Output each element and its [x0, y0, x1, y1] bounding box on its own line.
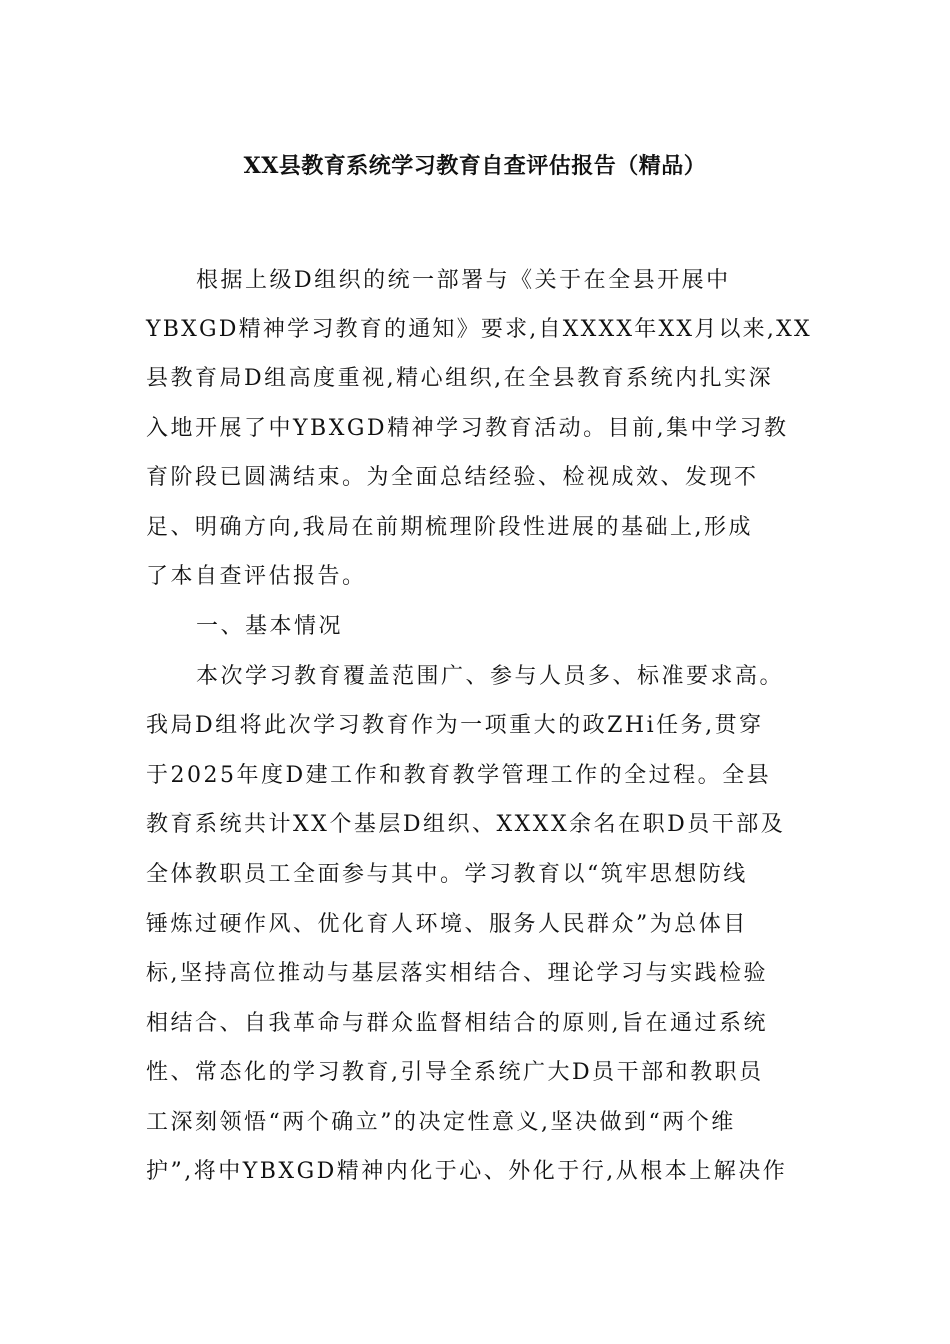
paragraph-line: 根据上级D组织的统一部署与《关于在全县开展中: [196, 268, 731, 293]
paragraph-line: 县教育局D组高度重视,精心组织,在全县教育系统内扎实深: [146, 366, 774, 391]
paragraph-line: YBXGD精神学习教育的通知》要求,自XXXX年XX月以来,XX: [146, 317, 812, 342]
paragraph-line: 护”,将中YBXGD精神内化于心、外化于行,从根本上解决作: [146, 1159, 788, 1184]
paragraph-line: 工深刻领悟“两个确立”的决定性意义,坚决做到“两个维: [146, 1110, 736, 1135]
paragraph-line: 锤炼过硬作风、优化育人环境、服务人民群众”为总体目: [146, 912, 748, 937]
paragraph-line: 入地开展了中YBXGD精神学习教育活动。目前,集中学习教: [146, 416, 789, 441]
paragraph-line: 足、明确方向,我局在前期梳理阶段性进展的基础上,形成: [146, 515, 753, 540]
paragraph-line: 本次学习教育覆盖范围广、参与人员多、标准要求高。: [196, 664, 785, 689]
paragraph-line: 全体教职员工全面参与其中。学习教育以“筑牢思想防线: [146, 862, 748, 887]
paragraph-line: 了本自查评估报告。: [146, 564, 367, 589]
section-heading: 一、基本情况: [196, 614, 344, 639]
paragraph-line: 育阶段已圆满结束。为全面总结经验、检视成效、发现不: [146, 465, 759, 490]
paragraph-line: 性、常态化的学习教育,引导全系统广大D员干部和教职员: [146, 1060, 764, 1085]
paragraph-line: 于2025年度D建工作和教育教学管理工作的全过程。全县: [146, 763, 772, 788]
paragraph-line: 相结合、自我革命与群众监督相结合的原则,旨在通过系统: [146, 1011, 768, 1036]
document-title: XX县教育系统学习教育自查评估报告（精品）: [243, 153, 707, 179]
paragraph-line: 我局D组将此次学习教育作为一项重大的政ZHi任务,贯穿: [146, 713, 764, 738]
paragraph-line: 教育系统共计XX个基层D组织、XXXX余名在职D员干部及: [146, 812, 786, 837]
paragraph-line: 标,坚持高位推动与基层落实相结合、理论学习与实践检验: [146, 961, 768, 986]
